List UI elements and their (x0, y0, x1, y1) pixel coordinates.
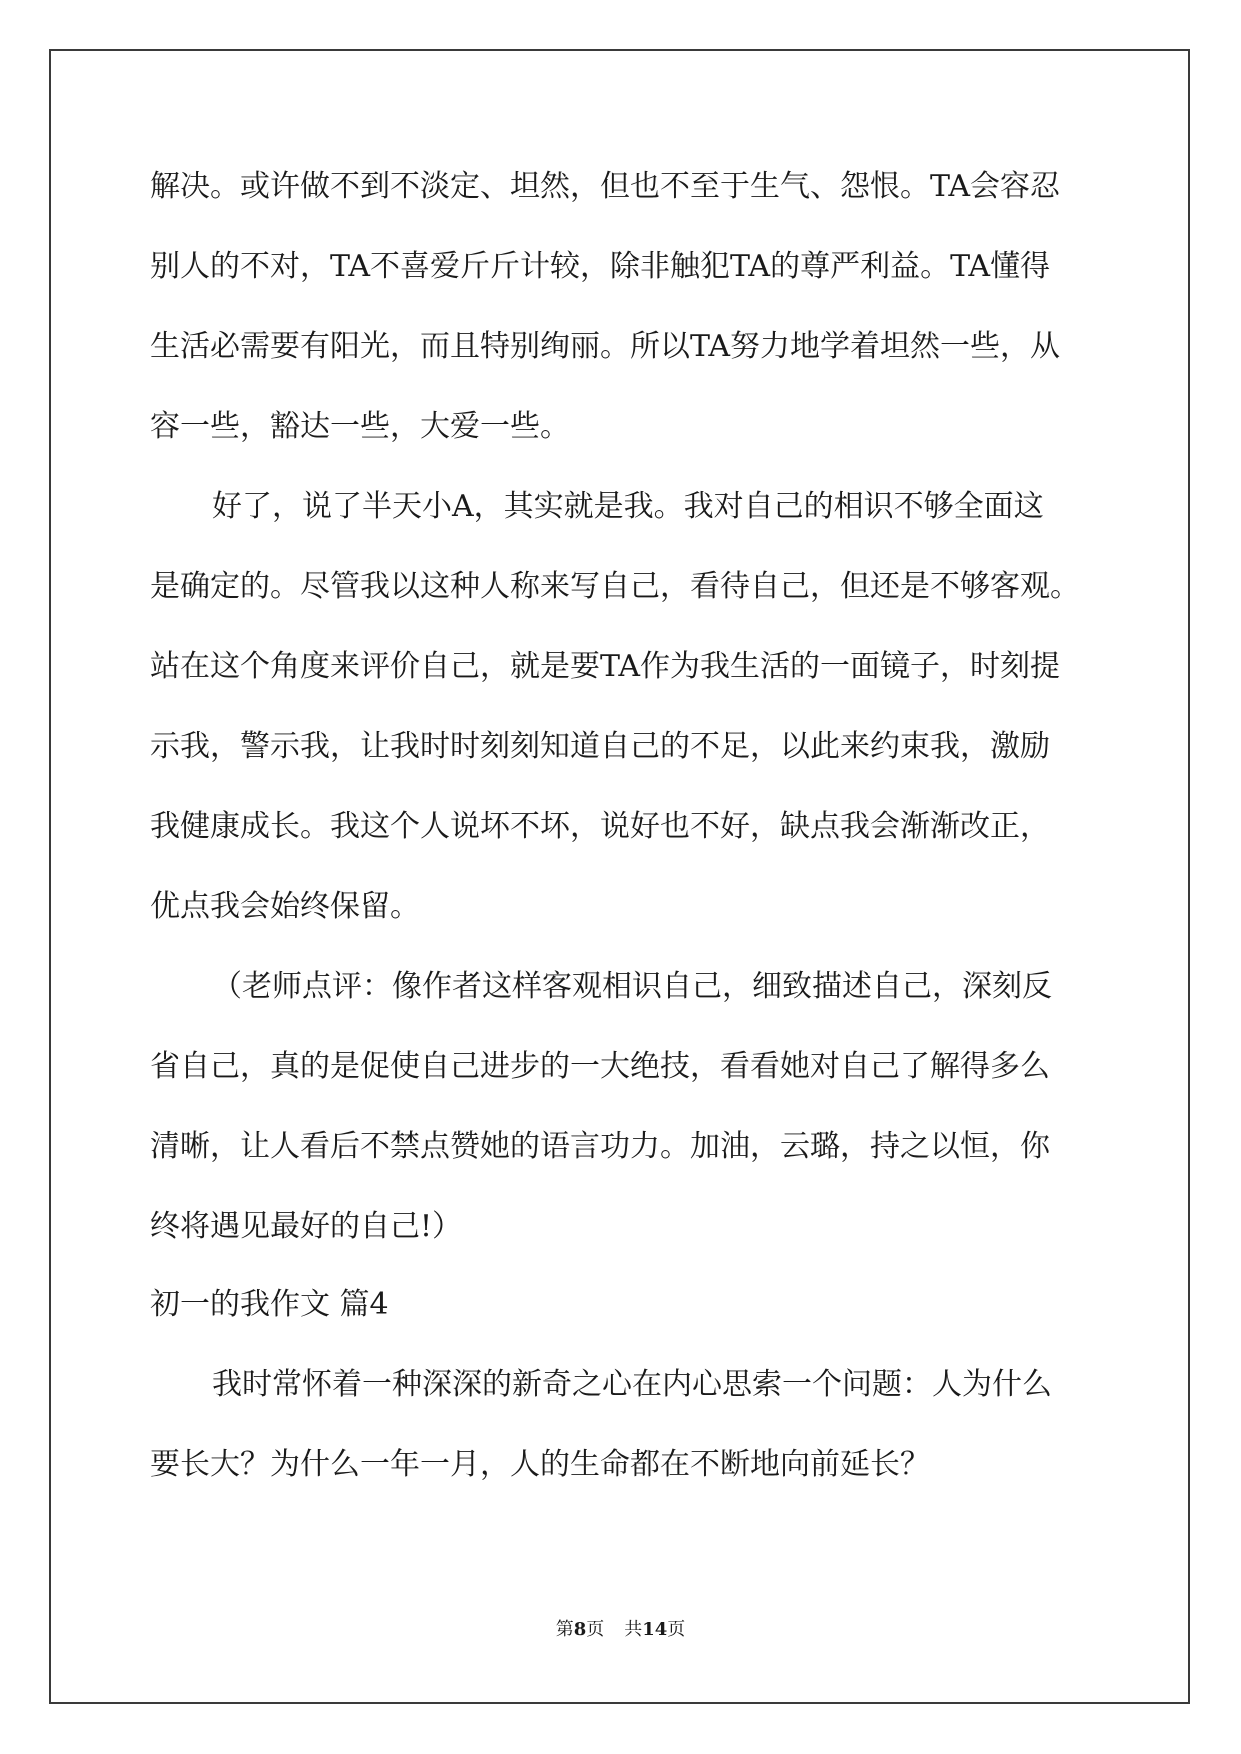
page-suffix: 页 (586, 1619, 605, 1640)
paragraph-line: 别人的不对，TA不喜爱斤斤计较，除非触犯TA的尊严利益。TA懂得 (150, 249, 1051, 284)
paragraph-line: 我时常怀着一种深深的新奇之心在内心思索一个问题：人为什么 (212, 1367, 1052, 1402)
paragraph-line: 示我，警示我，让我时时刻刻知道自己的不足，以此来约束我，激励 (150, 729, 1050, 764)
paragraph-line: 我健康成长。我这个人说坏不坏，说好也不好，缺点我会渐渐改正， (150, 809, 1050, 844)
paragraph-line: 优点我会始终保留。 (150, 889, 420, 924)
page-footer (0, 1618, 1241, 1642)
paragraph-line: 要长大？为什么一年一月，人的生命都在不断地向前延长？ (150, 1447, 930, 1482)
teacher-comment-line: （老师点评：像作者这样客观相识自己，细致描述自己，深刻反 (212, 969, 1052, 1004)
teacher-comment-line: 清晰，让人看后不禁点赞她的语言功力。加油，云璐，持之以恒，你 (150, 1129, 1050, 1164)
teacher-comment-line: 省自己，真的是促使自己进步的一大绝技，看看她对自己了解得多么 (150, 1049, 1050, 1084)
page-number: 8 (573, 1619, 587, 1640)
paragraph-line: 好了，说了半天小A，其实就是我。我对自己的相识不够全面这 (212, 489, 1044, 524)
section-heading: 初一的我作文 篇4 (150, 1287, 389, 1322)
page-prefix: 第 (555, 1619, 574, 1640)
total-prefix: 共 (624, 1619, 643, 1640)
paragraph-line: 生活必需要有阳光，而且特别绚丽。所以TA努力地学着坦然一些，从 (150, 329, 1061, 364)
paragraph-line: 是确定的。尽管我以这种人称来写自己，看待自己，但还是不够客观。 (150, 569, 1080, 604)
total-suffix: 页 (667, 1619, 686, 1640)
total-pages: 14 (642, 1619, 668, 1640)
teacher-comment-line: 终将遇见最好的自己!） (150, 1209, 463, 1244)
paragraph-line: 解决。或许做不到不淡定、坦然，但也不至于生气、怨恨。TA会容忍 (150, 169, 1061, 204)
paragraph-line: 容一些，豁达一些，大爱一些。 (150, 409, 570, 444)
paragraph-line: 站在这个角度来评价自己，就是要TA作为我生活的一面镜子，时刻提 (150, 649, 1061, 684)
